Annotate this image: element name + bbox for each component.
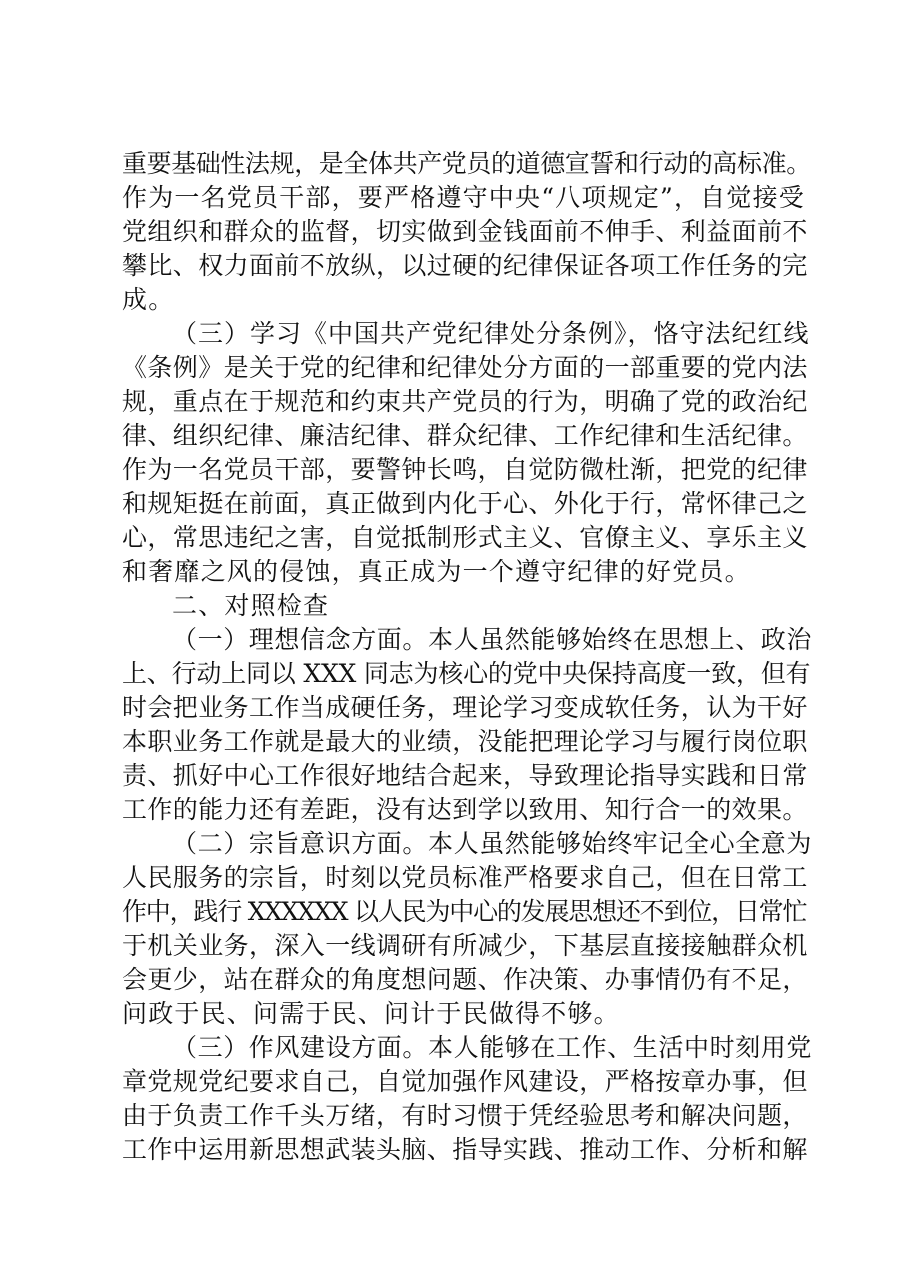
text-line: 于机关业务，深入一线调研有所减少，下基层直接接触群众机 (122, 931, 808, 960)
text-line: 作中，践行 XXXXXX 以人民为中心的发展思想还不到位，日常忙 (122, 897, 807, 926)
text-line: 人民服务的宗旨，时刻以党员标准严格要求自己，但在日常工 (122, 863, 808, 892)
text-line: 由于负责工作千头万绪，有时习惯于凭经验思考和解决问题， (122, 1101, 808, 1130)
text-line: 工作的能力还有差距，没有达到学以致用、知行合一的效果。 (122, 795, 808, 824)
paragraph-first-line: （二）宗旨意识方面。本人虽然能够始终牢记全心全意为 (172, 829, 813, 858)
text-line: 党组织和群众的监督，切实做到金钱面前不伸手、利益面前不 (122, 217, 808, 246)
document-body (122, 147, 812, 1167)
text-line: 重要基础性法规，是全体共产党员的道德宣誓和行动的高标准。 (122, 149, 811, 178)
text-line: 工作中运用新思想武装头脑、指导实践、推动工作、分析和解 (122, 1135, 808, 1164)
text-line: 作为一名党员干部，要严格遵守中央“八项规定”，自觉接受 (122, 183, 805, 212)
text-line: 上、行动上同以 XXX 同志为核心的党中央保持高度一致，但有 (122, 659, 811, 688)
text-line: 律、组织纪律、廉洁纪律、群众纪律、工作纪律和生活纪律。 (122, 421, 808, 450)
text-line: 会更少，站在群众的角度想问题、作决策、办事情仍有不足， (122, 965, 808, 994)
paragraph-first-line: （三）作风建设方面。本人能够在工作、生活中时刻用党 (172, 1033, 813, 1062)
text-line: 时会把业务工作当成硬任务，理论学习变成软任务，认为干好 (122, 693, 808, 722)
text-line: 章党规党纪要求自己，自觉加强作风建设，严格按章办事，但 (122, 1067, 808, 1096)
text-line: 责、抓好中心工作很好地结合起来，导致理论指导实践和日常 (122, 761, 808, 790)
text-line: 心，常思违纪之害，自觉抵制形式主义、官僚主义、享乐主义 (122, 523, 808, 552)
text-line: 规，重点在于规范和约束共产党员的行为，明确了党的政治纪 (122, 387, 808, 416)
text-line: 《条例》是关于党的纪律和纪律处分方面的一部重要的党内法 (122, 353, 808, 382)
text-line: 本职业务工作就是最大的业绩，没能把理论学习与履行岗位职 (122, 727, 808, 756)
text-line: 问政于民、问需于民、问计于民做得不够。 (122, 999, 620, 1028)
text-line: 作为一名党员干部，要警钟长鸣，自觉防微杜渐，把党的纪律 (122, 455, 808, 484)
section-heading: 二、对照检查 (172, 591, 330, 620)
paragraph-first-line: （一）理想信念方面。本人虽然能够始终在思想上、政治 (172, 625, 813, 654)
text-line: 攀比、权力面前不放纵，以过硬的纪律保证各项工作任务的完 (122, 251, 808, 280)
section-heading-line: （三）学习《中国共产党纪律处分条例》，恪守法纪红线 (172, 319, 810, 348)
text-line: 和奢靡之风的侵蚀，真正成为一个遵守纪律的好党员。 (122, 557, 751, 586)
text-line: 成。 (122, 285, 175, 314)
text-line: 和规矩挺在前面，真正做到内化于心、外化于行，常怀律己之 (122, 489, 808, 518)
